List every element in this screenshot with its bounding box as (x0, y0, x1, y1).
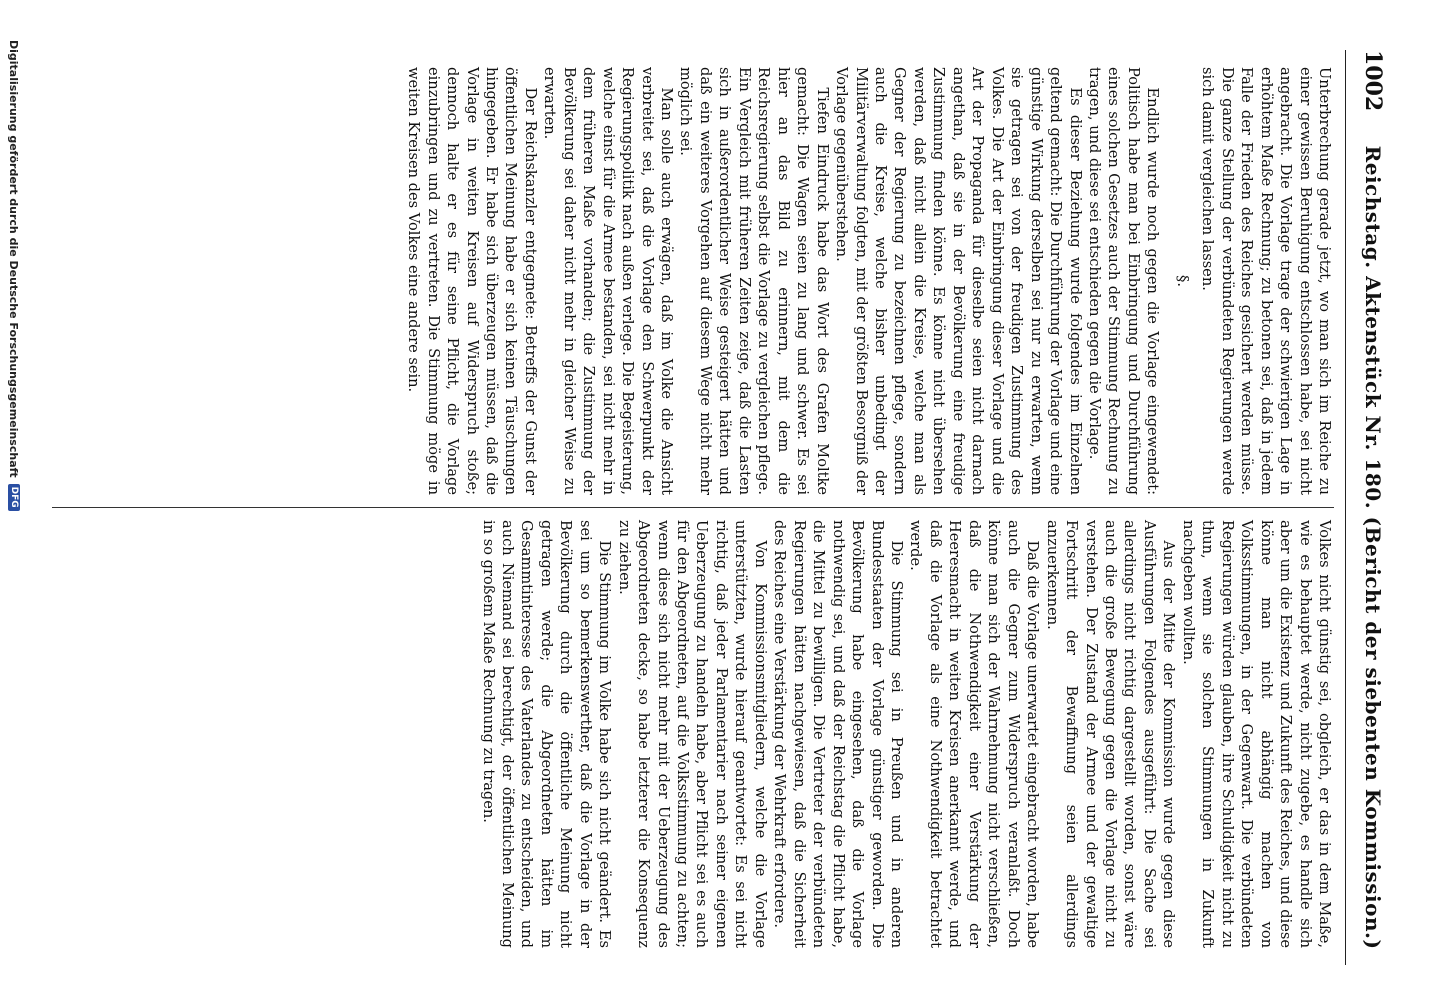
digitization-note (4, 0, 24, 1000)
section-mark: §. (1173, 275, 1191, 287)
paragraph: Von Kommissionsmitgliedern, welche die Vorlage unterstützten, wurde hierauf geantwortet: Es sei nicht richtig, daß jeder Parlamentarier nach seiner eigenen Ueberzeugung zu handeln habe, aber Pflicht sei es auch für den Abgeordneten, auf die Volksstimmung zu achten; wenn diese sich nicht mehr mit der Ueberzeugung des Abgeordneten decke, so habe letzterer die Konsequenz zu ziehen. (615, 520, 769, 948)
paragraph: Aus der Mitte der Kommission wurde gegen diese Ausführungen Folgendes ausgeführt: Die Sache sei allerdings nicht richtig dargestellt worden, sonst wäre auch die große Bewegung gegen die Vorlage nicht zu verstehen. Der Zustand der Armee und der gewaltige Fortschritt der Bewaffnung seien allerdings anzuerkennen. (1043, 520, 1178, 948)
paragraph: Unterbrechung gerade jetzt, wo man sich im Reiche zu einer gewissen Beruhigung entschlossen habe, sei nicht angebracht. Die Vorlage trage der schwierigen Lage in erhöhtem Maße Rechnung; zu betonen sei, daß in jedem Falle der Frieden des Reiches gesichert werden müsse. Die ganze Stellung der verbündeten Regierungen werde sich damit vergleichen lassen. (1199, 67, 1333, 495)
running-head (1345, 50, 1386, 965)
paragraph: Der Reichskanzler entgegnete: Betreffs der Gunst der öffentlichen Meinung habe er sich keinen Täuschungen hingegeben. Er habe sich überzeugen müssen, daß die Vorlage in weiten Kreisen auf Widerspruch stoße; dennoch halte er es für seine Pflicht, die Vorlage einzubringen und zu vertreten. Die Stimmung möge in weiten Kreisen des Volkes eine andere sein. (405, 67, 539, 495)
paragraph: Tiefen Eindruck habe das Wort des Grafen Moltke gemacht: Die Wagen seien zu lang und schwer. Es sei hier an das Bild zu erinnern, mit dem die Reichsregierung selbst die Vorlage zu vergleichen pflege. Ein Vergleich mit früheren Zeiten zeige, daß die Lasten sich in außerordentlicher Weise gesteigert hätten und daß ein weiteres Vorgehen auf diesem Wege nicht mehr möglich sei. (677, 67, 831, 495)
paragraph: Endlich wurde noch gegen die Vorlage eingewendet: Politisch habe man bei Einbringung und Durchführung eines solchen Gesetzes auch der Stimmung Rechnung zu tragen, und diese sei entschieden gegen die Vorlage. (1086, 67, 1162, 495)
paragraph: Es dieser Beziehung wurde folgendes im Einzelnen geltend gemacht: Die Durchführung der Vorlage und eine günstige Wirkung derselben sei nur zu erwarten, wenn sie getragen sei von der freudigen Zustimmung des Volkes. Die Art der Einbringung dieser Vorlage und die Art der Propaganda für dieselbe seien nicht darnach angethan, daß sie in der Bevölkerung eine freudige Zustimmung finden könne. Es könne nicht übersehen werden, daß nicht allein die Kreise, welche man als Gegner der Regierung zu bezeichnen pflege, sondern auch die Kreise, welche bisher unbedingt der Militärverwaltung folgten, mit der größten Besorgniß der Vorlage gegenüberstehen. (833, 67, 1084, 495)
paragraph: Die Stimmung sei in Preußen und in anderen Bundesstaaten der Vorlage günstiger geworden. Die Bevölkerung habe eingesehen, daß die Vorlage nothwendig sei, und daß der Reichstag die Pflicht habe, die Mittel zu bewilligen. Die Vertreter der verbündeten Regierungen hätten nachgewiesen, daß die Sicherheit des Reiches eine Verstärkung der Wehrkraft erfordere. (771, 520, 906, 948)
page-title: Reichstag. Aktenstück Nr. 180. (Bericht der siebenten Kommission.) (1361, 145, 1385, 950)
page-number: 1002 (1360, 50, 1386, 112)
paragraph: Die Stimmung im Volke habe sich nicht geändert. Es sei um so bemerkenswerther, daß die Vorlage in der Bevölkerung durch die öffentliche Meinung nicht getragen werde; die Abgeordneten hätten im Gesammtinteresse des Vaterlandes zu entscheiden, und auch Niemand sei berechtigt, der öffentlichen Meinung in so großem Maße Rechnung zu tragen. (479, 520, 614, 948)
paragraph: Daß die Vorlage unerwartet eingebracht worden, habe auch die Gegner zum Widerspruch veranlaßt. Doch könne man sich der Wahrnehmung nicht verschließen, daß die Nothwendigkeit einer Verstärkung der Heeresmacht in weiten Kreisen anerkannt werde, und daß die Vorlage als eine Nothwendigkeit betrachtet werde. (907, 520, 1042, 948)
left-column (52, 55, 1334, 507)
text-columns (52, 55, 1334, 960)
paragraph: Volkes nicht günstig sei, obgleich, er das in dem Maße, wie es behauptet werde, nicht zugebe, es handle sich aber um die Existenz und Zukunft des Reiches, und diese könne man nicht abhängig machen von Volksstimmungen, in der Gegenwart. Die verbündeten Regierungen würden glauben, ihre Schuldigkeit nicht zu thun, wenn sie solchen Stimmungen in Zukunft nachgeben wollten. (1179, 520, 1333, 948)
dfg-logo-icon: DFG (8, 484, 20, 511)
paragraph: Man solle auch erwägen, daß im Volke die Ansicht verbreitet sei, daß die Vorlage den Schwerpunkt der Regierungspolitik nach außen verlege. Die Begeisterung, welche einst für die Armee bestanden, sei nicht mehr in dem früheren Maße vorhanden; die Zustimmung der Bevölkerung sei daher nicht mehr in gleicher Weise zu erwarten. (541, 67, 676, 495)
digitization-text: Digitalisierung gefördert durch die Deutsche Forschungsgemeinschaft (7, 40, 21, 478)
right-column (52, 508, 1334, 960)
